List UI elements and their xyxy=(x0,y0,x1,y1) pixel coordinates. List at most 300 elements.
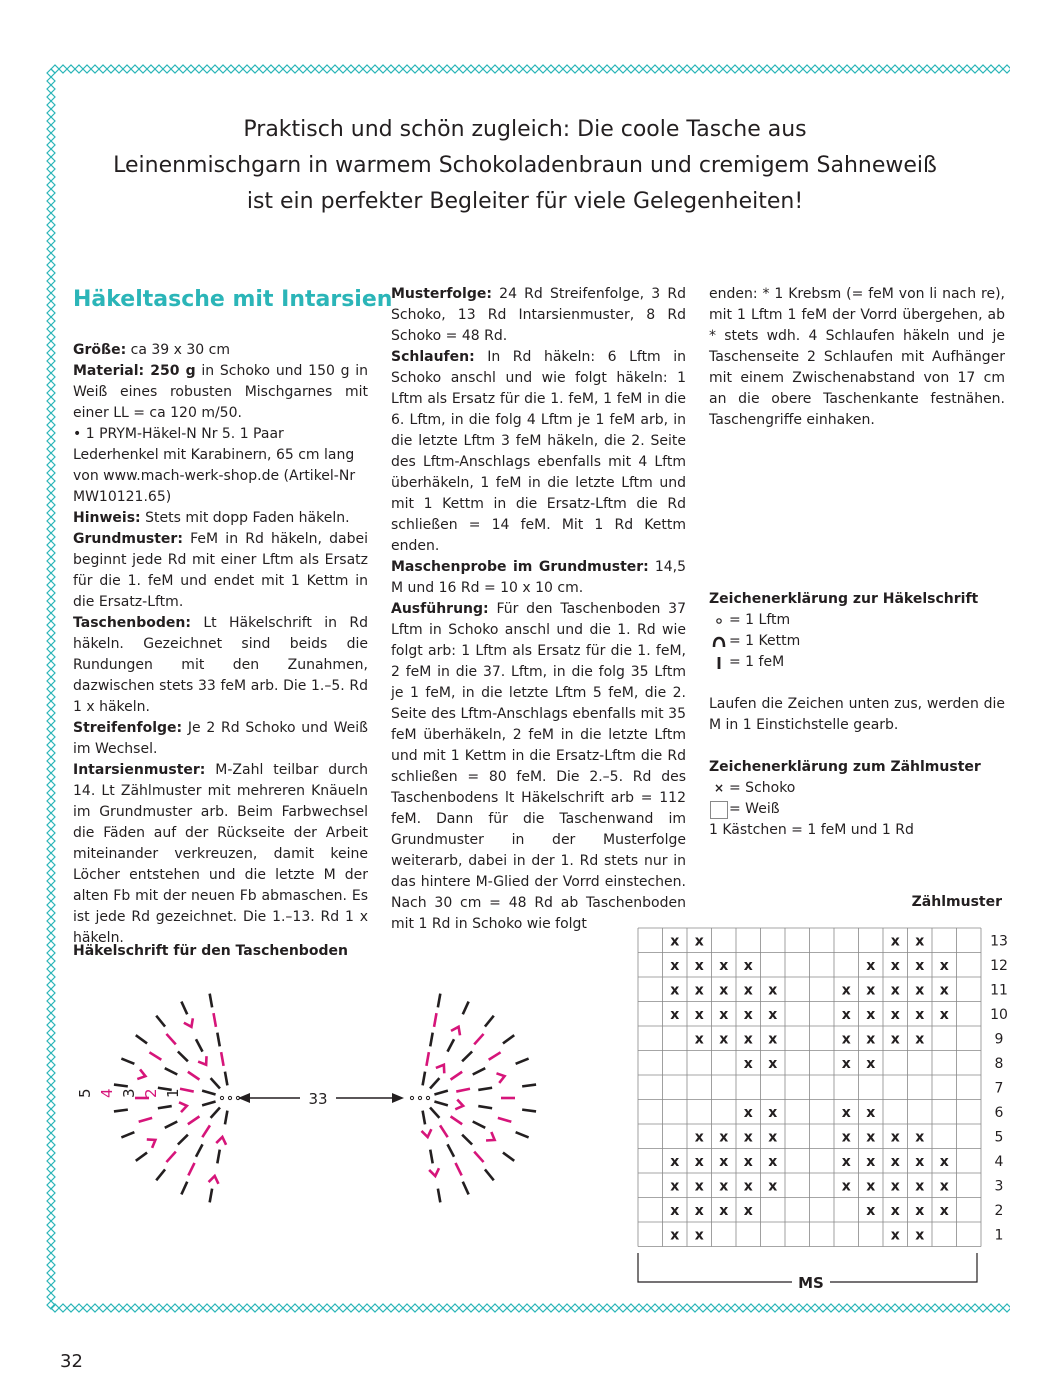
page-number: 32 xyxy=(60,1351,83,1372)
crochet-stitch xyxy=(225,1072,227,1086)
crochet-chart-title: Häkelschrift für den Taschenboden xyxy=(73,943,348,959)
crochet-stitch xyxy=(463,1182,469,1195)
legend-label: = Weiß xyxy=(729,801,780,817)
chart-cell-schoko: x xyxy=(719,982,729,999)
crochet-stitch xyxy=(179,1101,188,1112)
chart-cell-schoko: x xyxy=(866,982,876,999)
crochet-stitch xyxy=(196,1144,203,1156)
chart-cell-schoko: x xyxy=(915,1129,925,1146)
chart-cell-schoko: x xyxy=(694,1031,704,1048)
crochet-stitch xyxy=(188,1072,200,1080)
single-crochet-stitch xyxy=(423,1072,425,1086)
chart-cell-schoko: x xyxy=(866,1153,876,1170)
crochet-stitch xyxy=(503,1153,514,1161)
chart-cell-schoko: x xyxy=(866,957,876,974)
single-crochet-stitch xyxy=(438,994,440,1008)
single-crochet-stitch xyxy=(451,1072,463,1080)
loops-text: In Rd häkeln: 6 Lftm in Schoko anschl und wie folgt häkeln: 1 Lftm als Ersatz für die 1. feM, 1 feM in die 6. Lftm, in die folg 4 Lftm je 1 feM arb, in die letzte Lftm 3 feM häkeln, die 2. Seite des Lftm-Anschlags ebenfalls mit 4 Lftm überhäkeln, 1 feM in die letzte Lftm und mit 1 Kettm in die Ersatz-Lftm die Rd schließen = 14 feM. Mit 1 Rd Kettm enden. xyxy=(391,349,686,554)
slip-stitch-icon xyxy=(709,636,729,648)
legend-label: = 1 feM xyxy=(729,654,785,670)
chain-stitch xyxy=(410,1096,413,1099)
legend-label: = 1 Kettm xyxy=(729,633,801,649)
single-crochet-stitch xyxy=(156,1016,165,1027)
gauge-label: Maschenprobe im Grundmuster: xyxy=(391,559,649,575)
crochet-stitch xyxy=(210,1189,212,1203)
crochet-stitch xyxy=(516,1059,529,1064)
intro-text xyxy=(80,112,970,220)
increase-stitch xyxy=(198,1056,210,1067)
single-crochet-stitch xyxy=(136,1153,147,1161)
crochet-stitch xyxy=(522,1085,536,1087)
single-crochet-stitch xyxy=(447,1144,454,1156)
chart-cell-schoko: x xyxy=(719,1153,729,1170)
single-crochet-stitch xyxy=(210,994,212,1008)
chart-cell-schoko: x xyxy=(915,933,925,950)
single-crochet-stitch xyxy=(462,1052,472,1062)
increase-stitch xyxy=(209,1175,220,1184)
crochet-stitch xyxy=(211,1078,220,1088)
chart-cell-schoko: x xyxy=(743,1129,753,1146)
crochet-stitch xyxy=(522,1110,536,1112)
chart-cell-schoko: x xyxy=(890,1202,900,1219)
chart-cell-schoko: x xyxy=(743,1031,753,1048)
crochet-stitch xyxy=(473,1122,486,1128)
chart-cell-schoko: x xyxy=(890,1178,900,1195)
single-crochet-stitch xyxy=(473,1122,486,1128)
crochet-stitch xyxy=(430,1033,432,1047)
crochet-stitch xyxy=(489,1052,501,1059)
material-label: Material: 250 g xyxy=(73,363,196,379)
chart-cell-schoko: x xyxy=(890,957,900,974)
intro-line: Leinenmischgarn in warmem Schokoladenbraun und cremigem Sahneweiß xyxy=(113,153,937,178)
chart-cell-schoko: x xyxy=(915,957,925,974)
crochet-stitch xyxy=(430,1078,439,1088)
chart-cell-schoko: x xyxy=(670,1006,680,1023)
single-crochet-stitch xyxy=(498,1118,511,1122)
crochet-stitch xyxy=(202,1091,215,1095)
crochet-stitch xyxy=(225,1111,227,1125)
crochet-stitch xyxy=(158,1106,172,1108)
intarsia-text: M-Zahl teilbar durch 14. Lt Zählmuster mit mehreren Knäueln im Grundmuster arb. Beim Farbwechsel die Fäden auf der Rückseite der Arbeit miteinander verkreuzen, damit keine Löcher entstehen und die letzte M der alten Fb mit der neuen Fb abmaschen. Es ist jede Rd gezeichnet. Die 1.–13. Rd 1 x häkeln. xyxy=(73,762,368,946)
chart-cell-schoko: x xyxy=(719,957,729,974)
tools-text: • 1 PRYM-Häkel-N Nr 5. 1 Paar Lederhenkel mit Karabinern, 65 cm lang von www.mach-werk-shop.de (Artikel-Nr MW10121.65) xyxy=(73,426,356,505)
chart-cell-schoko: x xyxy=(866,1055,876,1072)
crochet-stitch xyxy=(156,1016,165,1027)
single-crochet-stitch xyxy=(121,1132,134,1137)
single-crochet-stitch xyxy=(202,1091,215,1095)
crochet-stitch xyxy=(430,1150,432,1164)
chart-cell-schoko: x xyxy=(841,1055,851,1072)
middle-count: 33 xyxy=(308,1090,328,1108)
crochet-stitch xyxy=(178,1135,188,1145)
single-crochet-stitch xyxy=(447,1039,454,1051)
base-pattern-text: FeM in Rd häkeln, dabei beginnt jede Rd mit einer Lftm als Ersatz für die 1. feM und endet mit 1 Kettm in die Ersatz-Lftm. xyxy=(73,531,368,610)
crochet-stitch xyxy=(221,1052,223,1066)
single-crochet-stitch xyxy=(516,1059,529,1064)
chart-cell-schoko: x xyxy=(694,957,704,974)
border-diamond-row xyxy=(51,1304,1010,1312)
intro-line: ist ein perfekter Begleiter für viele Gelegenheiten! xyxy=(246,189,804,214)
single-crochet-stitch xyxy=(114,1085,128,1087)
row-label: 12 xyxy=(990,957,1008,974)
execution-label: Ausführung: xyxy=(391,601,489,617)
single-crochet-stitch xyxy=(178,1052,188,1062)
crochet-stitch xyxy=(451,1072,463,1080)
crochet-stitch xyxy=(139,1118,152,1122)
chart-cell-schoko: x xyxy=(915,1031,925,1048)
instructions-column-1 xyxy=(73,340,368,949)
single-crochet-stitch xyxy=(217,1150,219,1164)
single-crochet-stitch xyxy=(114,1110,128,1112)
crochet-stitch xyxy=(462,1135,472,1145)
chain-stitch xyxy=(426,1096,429,1099)
crochet-stitch xyxy=(447,1039,454,1051)
chart-cell-schoko: x xyxy=(694,1006,704,1023)
chart-cell-schoko: x xyxy=(866,1104,876,1121)
legend-item-weiss xyxy=(709,799,1005,820)
chart-cell-schoko: x xyxy=(841,1153,851,1170)
chart-cell-schoko: x xyxy=(768,1104,778,1121)
crochet-stitch xyxy=(438,994,440,1008)
crochet-stitch xyxy=(149,1052,161,1059)
single-crochet-stitch xyxy=(434,1091,447,1095)
crochet-stitch xyxy=(198,1056,210,1067)
crochet-stitch xyxy=(434,1013,436,1027)
crochet-chart xyxy=(70,970,570,1230)
crochet-stitch xyxy=(184,1018,196,1029)
legend-item-chain xyxy=(709,610,1005,631)
single-crochet-stitch xyxy=(423,1111,425,1125)
crochet-stitch xyxy=(181,1002,187,1015)
chart-cell-schoko: x xyxy=(743,1178,753,1195)
chart-cell-schoko: x xyxy=(866,1006,876,1023)
size-label: Größe: xyxy=(73,342,127,358)
chart-cell-schoko: x xyxy=(670,982,680,999)
crochet-stitch xyxy=(423,1111,425,1125)
row-label: 7 xyxy=(994,1080,1004,1097)
chart-cell-schoko: x xyxy=(743,982,753,999)
single-crochet-stitch xyxy=(463,1002,469,1015)
chart-cell-schoko: x xyxy=(743,1202,753,1219)
crochet-stitch xyxy=(485,1016,494,1027)
row-label: 1 xyxy=(994,1227,1004,1244)
single-crochet-stitch xyxy=(202,1102,215,1106)
crochet-stitch xyxy=(429,1168,440,1177)
chart-cell-schoko: x xyxy=(866,1202,876,1219)
chain-stitch xyxy=(418,1096,421,1099)
count-chart-title: Zählmuster xyxy=(911,894,1002,910)
crochet-stitch xyxy=(447,1144,454,1156)
increase-stitch xyxy=(137,1069,146,1081)
crochet-stitch xyxy=(451,1025,463,1036)
chart-cell-schoko: x xyxy=(768,982,778,999)
empty-box-icon xyxy=(709,801,729,819)
intarsia-label: Intarsienmuster: xyxy=(73,762,206,778)
chart-cell-schoko: x xyxy=(841,982,851,999)
crochet-stitch xyxy=(166,1034,175,1044)
crochet-stitch xyxy=(188,1116,200,1124)
crochet-stitch xyxy=(211,1108,220,1118)
crochet-stitch xyxy=(451,1116,463,1124)
chart-cell-schoko: x xyxy=(866,1129,876,1146)
crochet-stitch xyxy=(478,1088,492,1090)
instructions-column-2 xyxy=(391,284,686,935)
crochet-stitch xyxy=(214,1013,216,1027)
legend-crochet-title: Zeichenerklärung zur Häkelschrift xyxy=(709,591,979,607)
chart-cell-schoko: x xyxy=(694,982,704,999)
single-crochet-stitch xyxy=(456,1089,470,1092)
legend-chart-title: Zeichenerklärung zum Zählmuster xyxy=(709,759,981,775)
crochet-stitch xyxy=(434,1091,447,1095)
legend-item-slip xyxy=(709,631,1005,652)
row-label: 2 xyxy=(994,1202,1004,1219)
single-crochet-stitch xyxy=(485,1016,494,1027)
increase-stitch xyxy=(422,1129,433,1138)
round-label-1: 1 xyxy=(164,1088,182,1098)
crochet-stitch xyxy=(209,1175,220,1184)
gauge-text: 14,5 M und 16 Rd = 10 x 10 cm. xyxy=(391,559,686,596)
crochet-stitch xyxy=(503,1035,514,1043)
increase-stitch xyxy=(496,1071,505,1083)
chart-cell-schoko: x xyxy=(890,1227,900,1244)
chart-cell-schoko: x xyxy=(694,1178,704,1195)
chart-cell-schoko: x xyxy=(915,1227,925,1244)
row-label: 11 xyxy=(990,982,1008,999)
crochet-stitch xyxy=(136,1153,147,1161)
round-label-5: 5 xyxy=(76,1088,94,1098)
chart-cell-schoko: x xyxy=(890,1031,900,1048)
crochet-stitch xyxy=(456,1163,462,1176)
chart-cell-schoko: x xyxy=(768,1006,778,1023)
crochet-stitch xyxy=(217,1150,219,1164)
crochet-stitch xyxy=(202,1125,210,1137)
crochet-stitch xyxy=(147,1136,158,1148)
article-title: Häkeltasche mit Intarsien xyxy=(73,287,393,312)
hint-text: Stets mit dopp Faden häkeln. xyxy=(140,510,350,526)
hint-label: Hinweis: xyxy=(73,510,141,526)
single-crochet-stitch xyxy=(434,1013,436,1027)
crochet-stitch xyxy=(136,1035,147,1043)
single-crochet-stitch xyxy=(180,1089,194,1092)
chain-stitch xyxy=(228,1096,231,1099)
chart-cell-schoko: x xyxy=(719,1178,729,1195)
repeat-label: MS xyxy=(798,1274,824,1292)
crochet-stitch xyxy=(180,1089,194,1092)
single-crochet-stitch xyxy=(196,1144,203,1156)
round-labels xyxy=(76,1088,182,1098)
legend-label: = 1 Lftm xyxy=(729,612,791,628)
chart-cell-schoko: x xyxy=(719,1031,729,1048)
chart-cell-schoko: x xyxy=(841,1104,851,1121)
increase-stitch xyxy=(455,1100,464,1111)
crochet-stitch xyxy=(462,1052,472,1062)
crochet-stitch xyxy=(496,1071,505,1083)
chart-cell-schoko: x xyxy=(915,982,925,999)
single-crochet-icon xyxy=(709,655,729,671)
single-crochet-stitch xyxy=(181,1002,187,1015)
single-crochet-stitch xyxy=(474,1034,483,1044)
single-crochet-stitch xyxy=(210,1189,212,1203)
chart-cell-schoko: x xyxy=(719,1006,729,1023)
crochet-stitch xyxy=(478,1106,492,1108)
single-crochet-stitch xyxy=(516,1132,529,1137)
count-chart xyxy=(632,920,1012,1300)
increase-stitch xyxy=(429,1168,440,1177)
base-pattern-label: Grundmuster: xyxy=(73,531,183,547)
single-crochet-stitch xyxy=(166,1034,175,1044)
single-crochet-stitch xyxy=(451,1116,463,1124)
crochet-stitch xyxy=(181,1182,187,1195)
stripes-label: Streifenfolge: xyxy=(73,720,183,736)
crochet-stitch xyxy=(516,1132,529,1137)
chart-cell-schoko: x xyxy=(694,1202,704,1219)
chart-cell-schoko: x xyxy=(719,1129,729,1146)
chart-cell-schoko: x xyxy=(743,1055,753,1072)
row-label: 10 xyxy=(990,1006,1008,1023)
chart-cell-schoko: x xyxy=(694,1129,704,1146)
single-crochet-stitch xyxy=(478,1106,492,1108)
single-crochet-stitch xyxy=(430,1033,432,1047)
single-crochet-stitch xyxy=(503,1153,514,1161)
border-diamond-column xyxy=(47,69,55,1309)
chart-cell-schoko: x xyxy=(939,1178,949,1195)
finish-text: enden: * 1 Krebsm (= feM von li nach re), mit 1 Lftm 1 feM der Vorrd übergehen, ab * stets wdh. 4 Schlaufen häkeln und je Taschenseite 2 Schlaufen mit Aufhänger mit einem Zwischenabstand von 17 cm an die obere Taschenkante festnähen. Taschengriffe einhaken. xyxy=(709,286,1005,428)
chart-cell-schoko: x xyxy=(670,1178,680,1195)
increase-stitch xyxy=(486,1132,497,1144)
border-diamond-row xyxy=(51,65,1010,73)
increase-stitch xyxy=(436,1062,448,1073)
chart-cell-schoko: x xyxy=(743,1153,753,1170)
increase-stitch xyxy=(216,1136,227,1145)
chart-cell-schoko: x xyxy=(719,1202,729,1219)
crochet-stitch xyxy=(188,1163,194,1176)
single-crochet-stitch xyxy=(181,1182,187,1195)
bottom-label: Taschenboden: xyxy=(73,615,191,631)
bottom-text: Lt Häkelschrift in Rd häkeln. Gezeichnet sind beids die Rundungen mit den Zunahmen, dazwischen stets 33 feM arb. Die 1.–5. Rd 1 x häkeln. xyxy=(73,615,368,715)
chart-cell-schoko: x xyxy=(939,1006,949,1023)
chart-cell-schoko: x xyxy=(890,1006,900,1023)
chart-cell-schoko: x xyxy=(939,982,949,999)
single-crochet-stitch xyxy=(188,1072,200,1080)
chart-cell-schoko: x xyxy=(915,1202,925,1219)
arrow-left-head xyxy=(238,1093,250,1103)
single-crochet-stitch xyxy=(166,1152,175,1162)
chart-cell-schoko: x xyxy=(841,1006,851,1023)
chart-cell-schoko: x xyxy=(768,1055,778,1072)
crochet-stitch xyxy=(473,1068,486,1074)
instructions-column-3 xyxy=(709,284,1005,841)
crochet-stitch xyxy=(121,1059,134,1064)
sequence-label: Musterfolge: xyxy=(391,286,492,302)
chart-cell-schoko: x xyxy=(915,1153,925,1170)
single-crochet-stitch xyxy=(463,1182,469,1195)
crochet-stitch xyxy=(114,1085,128,1087)
crochet-stitch xyxy=(486,1132,497,1144)
chart-cell-schoko: x xyxy=(670,933,680,950)
row-label: 5 xyxy=(994,1129,1004,1146)
chart-cell-schoko: x xyxy=(939,1202,949,1219)
single-crochet-stitch xyxy=(149,1052,161,1059)
single-crochet-stitch xyxy=(438,1189,440,1203)
single-crochet-stitch xyxy=(139,1118,152,1122)
crochet-stitch xyxy=(166,1152,175,1162)
crochet-stitch xyxy=(426,1052,428,1066)
single-crochet-stitch xyxy=(214,1013,216,1027)
chart-cell-schoko: x xyxy=(939,957,949,974)
legend-label: = Schoko xyxy=(729,780,796,796)
chain-stitch-icon xyxy=(709,616,729,626)
single-crochet-stitch xyxy=(121,1059,134,1064)
crochet-stitch xyxy=(440,1125,448,1137)
legend-item-sc xyxy=(709,652,1005,673)
chart-cell-schoko: x xyxy=(841,1178,851,1195)
single-crochet-stitch xyxy=(196,1039,203,1051)
crochet-stitch xyxy=(434,1102,447,1106)
chart-cell-schoko: x xyxy=(670,957,680,974)
single-crochet-stitch xyxy=(211,1108,220,1118)
single-crochet-stitch xyxy=(456,1163,462,1176)
chart-cell-schoko: x xyxy=(939,1153,949,1170)
crochet-stitch xyxy=(456,1089,470,1092)
crochet-stitch xyxy=(156,1169,165,1180)
legend-note: Laufen die Zeichen unten zus, werden die M in 1 Einstichstelle gearb. xyxy=(709,696,1005,733)
chart-cell-schoko: x xyxy=(743,1104,753,1121)
legend-item-schoko xyxy=(709,778,1005,799)
single-crochet-stitch xyxy=(188,1116,200,1124)
single-crochet-stitch xyxy=(503,1035,514,1043)
single-crochet-stitch xyxy=(430,1108,439,1118)
chart-cell-schoko: x xyxy=(694,1227,704,1244)
stripes-text: Je 2 Rd Schoko und Weiß im Wechsel. xyxy=(73,720,368,757)
execution-text: Für den Taschenboden 37 Lftm in Schoko anschl und die 1. Rd wie folgt arb: 1 Lftm als Ersatz für die 1. feM, 2 feM in die 37. Lftm, in die folg 35 Lftm je 1 feM, in die letzte Lftm 5 feM, die 2. Seite des Lftm-Anschlags ebenfalls mit 35 feM überhäkeln, 2 feM in die letzte Lftm und mit 1 Kettm in die Ersatz-Lftm die Rd schließen = 80 feM. Die 2.–5. Rd des Taschenbodens lt Häkelschrift arb = 112 feM. Dann für die Taschenwand im Grundmuster in der Musterfolge weiterarb, dabei in der 1. Rd stets nur in das hintere M-Glied der Vorrd einstechen. Nach 30 cm = 48 Rd ab Taschenboden mit 1 Rd in Schoko wie folgt xyxy=(391,601,686,932)
single-crochet-stitch xyxy=(165,1122,178,1128)
single-crochet-stitch xyxy=(474,1152,483,1162)
size-text: ca 39 x 30 cm xyxy=(126,342,230,358)
chart-cell-schoko: x xyxy=(670,1153,680,1170)
crochet-stitch xyxy=(196,1039,203,1051)
arrow-right-head xyxy=(392,1093,404,1103)
crochet-stitch xyxy=(217,1033,219,1047)
chart-cell-schoko: x xyxy=(768,1178,778,1195)
round-label-3: 3 xyxy=(120,1088,138,1098)
chart-cell-schoko: x xyxy=(890,1153,900,1170)
crochet-stitch xyxy=(430,1108,439,1118)
single-crochet-stitch xyxy=(430,1078,439,1088)
crochet-stitch xyxy=(202,1102,215,1106)
row-label: 8 xyxy=(994,1055,1004,1072)
single-crochet-stitch xyxy=(217,1033,219,1047)
single-crochet-stitch xyxy=(426,1052,428,1066)
chart-cell-schoko: x xyxy=(841,1031,851,1048)
x-mark-icon: × xyxy=(713,781,725,795)
chart-cell-schoko: x xyxy=(866,1178,876,1195)
intro-line: Praktisch und schön zugleich: Die coole Tasche aus xyxy=(243,117,807,142)
round-label-2: 2 xyxy=(142,1088,160,1098)
chart-cell-schoko: x xyxy=(670,1202,680,1219)
increase-stitch xyxy=(179,1101,188,1112)
crochet-stitch xyxy=(423,1072,425,1086)
crochet-stitch xyxy=(436,1062,448,1073)
chart-cell-schoko: x xyxy=(890,1129,900,1146)
single-crochet-stitch xyxy=(156,1169,165,1180)
round-label-4: 4 xyxy=(98,1088,116,1098)
single-crochet-stitch xyxy=(158,1106,172,1108)
chart-cell-schoko: x xyxy=(866,1031,876,1048)
chart-cell-schoko: x xyxy=(890,982,900,999)
crochet-stitch xyxy=(422,1129,433,1138)
single-crochet-stitch xyxy=(462,1135,472,1145)
crochet-stitch xyxy=(474,1034,483,1044)
